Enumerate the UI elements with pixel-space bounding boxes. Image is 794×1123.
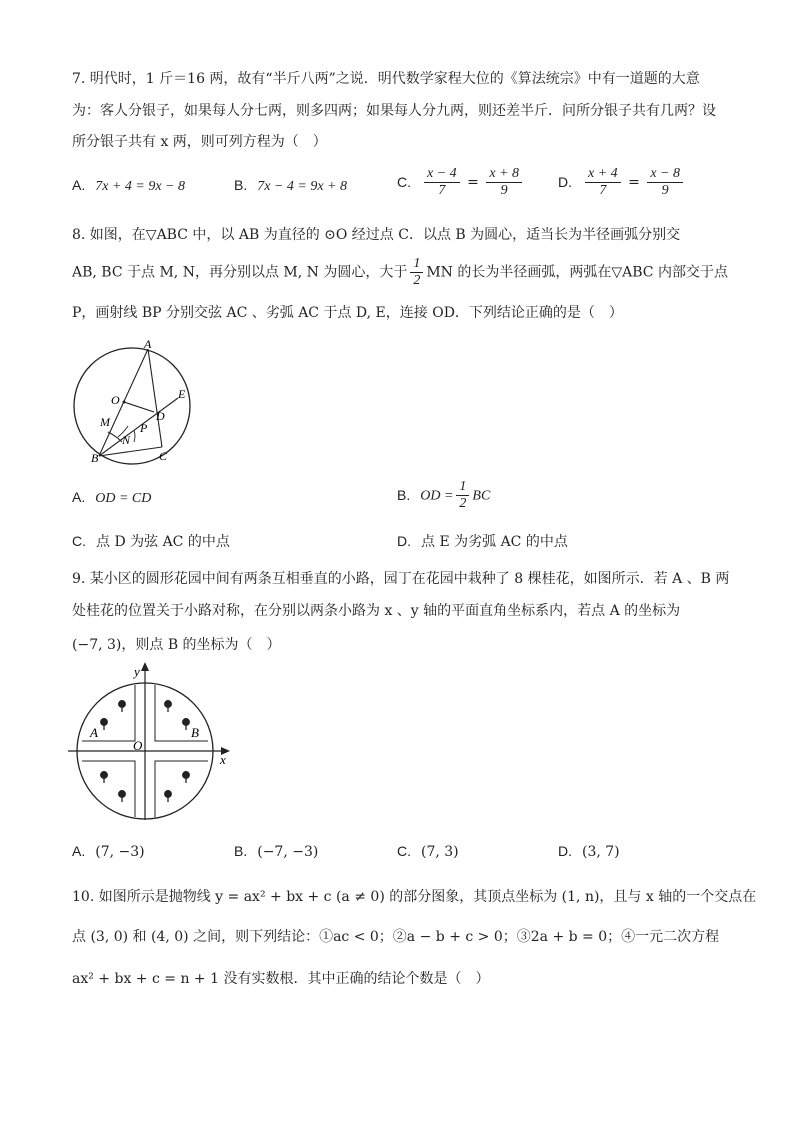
fraction: $\frac{x + 8}{9}$	[486, 166, 522, 199]
label-c: C	[159, 449, 168, 463]
label-b: B	[91, 451, 99, 465]
q7-line-1: 7. 明代时，1 斤＝16 两，故有“半斤八两”之说．明代数学家程大位的《算法统宗》中有一道题的大意	[72, 71, 700, 87]
fraction: $\frac{x - 4}{7}$	[424, 166, 460, 199]
q7-option-b[interactable]: B. 7x − 4 = 9x + 8	[234, 177, 348, 194]
q9-garden-figure	[62, 660, 242, 828]
q9-line-2: 处桂花的位置关于小路对称，在分别以两条小路为 x 、y 轴的平面直角坐标系内，若点 A 的坐标为	[72, 603, 681, 619]
fraction: $\frac{x - 8}{9}$	[647, 166, 683, 199]
fraction: $\frac{x + 4}{7}$	[585, 166, 621, 199]
axis-x-label: x	[220, 752, 226, 767]
label-d: D	[156, 409, 165, 423]
q7-option-a[interactable]: A. 7x + 4 = 9x − 8	[72, 177, 186, 194]
q9-option-c[interactable]: C. (7, 3)	[397, 843, 459, 860]
q8-option-b[interactable]: B. OD = $\frac{1}{2}$ BC	[397, 479, 491, 511]
axis-y-label: y	[134, 664, 140, 679]
q7-line-3: 所分银子共有 x 两，则可列方程为（ ）	[72, 134, 327, 150]
q8-line-2: AB, BC 于点 M, N，再分别以点 M, N 为圆心，大于 $\frac{1}{2}$ MN 的长为半径画弧，两弧在▽ABC 内部交于点	[72, 256, 728, 288]
q8-option-d[interactable]: D. 点 E 为劣弧 AC 的中点	[397, 533, 568, 550]
point-a-label: A	[90, 725, 98, 740]
q9-line-3: (−7, 3)，则点 B 的坐标为（ ）	[72, 637, 281, 653]
label-n: N	[122, 433, 131, 447]
q9-option-d[interactable]: D. (3, 7)	[558, 843, 620, 860]
origin-label: O	[133, 738, 143, 753]
label-p: P	[140, 421, 148, 435]
label-a: A	[144, 337, 152, 351]
q8-line-1: 8. 如图，在▽ABC 中，以 AB 为直径的 ⊙O 经过点 C．以点 B 为圆心，适当长为半径画弧分别交	[72, 227, 681, 243]
q8-line-3: P，画射线 BP 分别交弦 AC 、劣弧 AC 于点 D, E，连接 OD．下列结论正确的是（ ）	[72, 305, 623, 321]
q10-line-3: ax² + bx + c = n + 1 没有实数根．其中正确的结论个数是（ ）	[72, 971, 490, 987]
q7-option-c[interactable]: C. $\frac{x - 4}{7}$ = $\frac{x + 8}{9}$	[397, 166, 525, 199]
label-o: O	[111, 393, 120, 407]
q8-option-c[interactable]: C. 点 D 为弦 AC 的中点	[72, 533, 230, 550]
q9-option-a[interactable]: A. (7, −3)	[72, 843, 145, 860]
q10-line-2: 点 (3, 0) 和 (4, 0) 之间，则下列结论：①ac < 0；②a − b + c > 0；③2a + b = 0；④一元二次方程	[72, 929, 720, 945]
fraction: $\frac{1}{2}$	[456, 479, 469, 512]
label-m: M	[100, 415, 110, 429]
fraction: $\frac{1}{2}$	[410, 256, 423, 289]
q9-line-1: 9. 某小区的圆形花园中间有两条互相垂直的小路，园丁在花园中栽种了 8 棵桂花，如图所示．若 A 、B 两	[72, 571, 730, 587]
q10-line-1: 10. 如图所示是抛物线 y = ax² + bx + c (a ≠ 0) 的部分图象，其顶点坐标为 (1, n)，且与 x 轴的一个交点在	[72, 889, 757, 905]
q9-option-b[interactable]: B. (−7, −3)	[234, 843, 319, 860]
label-e: E	[178, 387, 186, 401]
q8-option-a[interactable]: A. OD = CD	[72, 489, 152, 506]
point-b-label: B	[191, 725, 199, 740]
q7-line-2: 为：客人分银子，如果每人分七两，则多四两；如果每人分九两，则还差半斤．问所分银子共有几两？设	[72, 103, 716, 119]
q7-option-d[interactable]: D. $\frac{x + 4}{7}$ = $\frac{x - 8}{9}$	[558, 166, 686, 199]
q8-circle-figure	[62, 336, 202, 466]
